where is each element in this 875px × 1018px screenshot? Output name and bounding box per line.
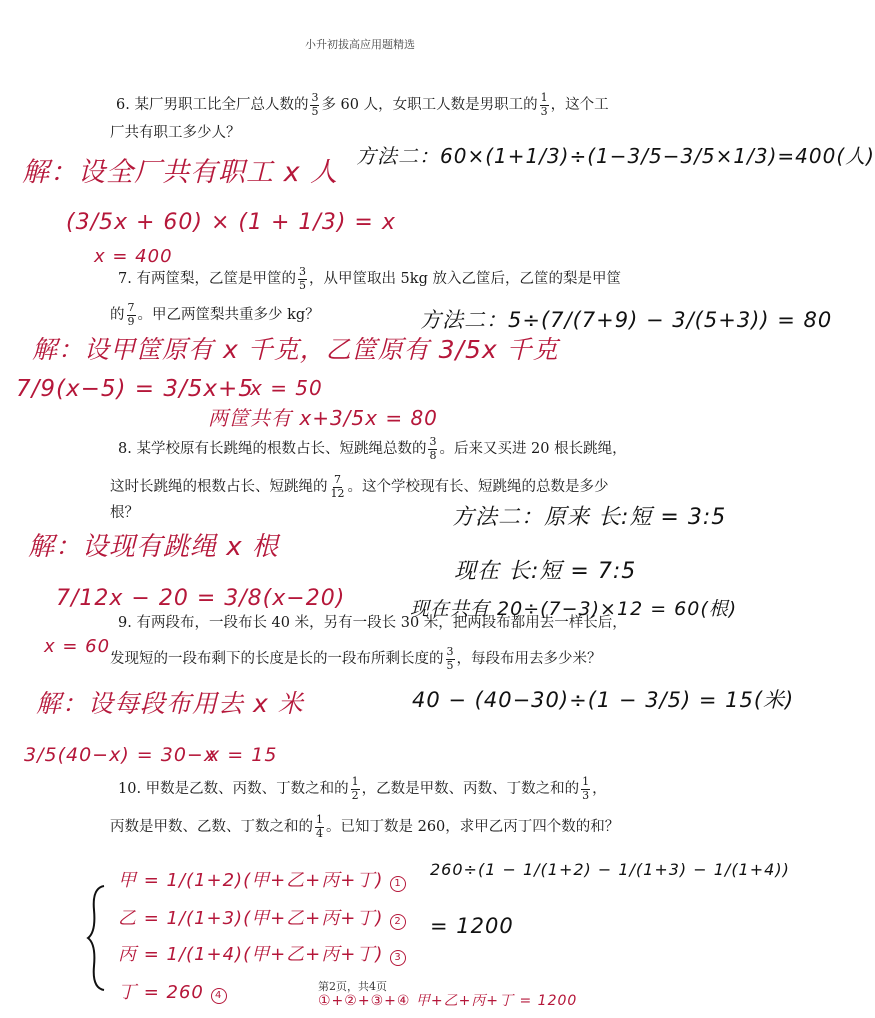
circled-3-icon: 3 — [390, 950, 406, 966]
question-9-line-1: 9. 有两段布，一段布长 40 米，另有一段长 30 米，把两段布都用去一样长后， — [118, 615, 627, 631]
hw-q10-eq-c: 丙 = 1/(1+4)(甲+乙+丙+丁) 3 — [118, 940, 406, 966]
q6-text-b: 多 60 人，女职工人数是男职工的 — [321, 97, 538, 114]
question-8-line-3: 根？ — [110, 505, 139, 521]
page-header: 小升初拔高应用题精选 — [305, 38, 415, 51]
hw-q6-equation: (3/5x + 60) × (1 + 1/3) = x — [66, 210, 396, 235]
hw-q10-eq-a: 甲 = 1/(1+2)(甲+乙+丙+丁) 1 — [118, 866, 406, 892]
question-7-line-2: 的 $\frac{7}{9}$ 。甲乙两筐梨共重多少 kg？ — [110, 301, 320, 328]
hw-q8-method2-a: 方法二：原来 长:短 = 3:5 — [452, 505, 727, 530]
q6-text-c: ，这个工 — [550, 97, 609, 114]
hw-q10-eq-b: 乙 = 1/(1+3)(甲+乙+丙+丁) 2 — [118, 904, 406, 930]
hw-q8-setup: 解：设现有跳绳 x 根 — [28, 532, 279, 562]
hw-q10-sum: ①+②+③+④ 甲+乙+丙+丁 = 1200 — [318, 993, 578, 1009]
circled-4-icon: 4 — [211, 988, 227, 1004]
brace-icon — [84, 882, 110, 994]
question-6-line-1 — [116, 92, 609, 118]
hw-q10-eq-d: 丁 = 260 4 — [118, 978, 227, 1004]
question-9-line-2: 发现短的一段布剩下的长度是长的一段布所剩长度的 $\frac{3}{5}$ ，每段布用去多少米？ — [110, 645, 602, 672]
hw-q8-answer: x = 60 — [44, 636, 111, 657]
hw-q8-method2-c: 现在共有 20÷(7−3)×12 = 60(根) — [410, 598, 738, 620]
hw-q9-setup: 解：设每段布用去 x 米 — [36, 689, 304, 718]
hw-q9-equation: 3/5(40−x) = 30−x — [24, 744, 217, 766]
hw-q7-method2: 方法二：5÷(7/(7+9) − 3/(5+3)) = 80 — [420, 308, 833, 332]
circled-1-icon: 1 — [390, 876, 406, 892]
q6-fraction-1: $\frac{3}{5}$ — [311, 91, 319, 118]
hw-q7-x: x = 50 — [250, 376, 323, 400]
q6-text-a: 6. 某厂男职工比全厂总人数的 — [116, 97, 309, 114]
question-6-line-2: 厂共有职工多少人？ — [110, 125, 241, 141]
hw-q7-sum: 两筐共有 x+3/5x = 80 — [208, 406, 438, 430]
question-7-line-1: 7. 有两筐梨，乙筐是甲筐的 $\frac{3}{5}$ ，从甲筐取出 5kg 放入乙筐后，乙筐的梨是甲筐 — [118, 265, 621, 292]
hw-q8-method2-b: 现在 长:短 = 7:5 — [454, 559, 637, 584]
question-10-line-1: 10. 甲数是乙数、丙数、丁数之和的 $\frac{1}{2}$ ，乙数是甲数、丙数、丁数之和的 $\frac{1}{3}$ ， — [118, 775, 607, 802]
hw-q6-setup: 解：设全厂共有职工 x 人 — [22, 157, 339, 188]
q10-fraction-1: $\frac{1}{2}$ — [351, 775, 359, 802]
q10-fraction-2: $\frac{1}{3}$ — [582, 775, 590, 802]
q8-fraction-2: $\frac{7}{12}$ — [330, 473, 345, 500]
q9-fraction-1: $\frac{3}{5}$ — [446, 645, 454, 672]
hw-q6-answer: x = 400 — [94, 246, 173, 267]
q8-fraction-1: $\frac{3}{8}$ — [429, 435, 437, 462]
q10-fraction-3: $\frac{1}{4}$ — [316, 813, 323, 840]
q6-fraction-2: $\frac{1}{3}$ — [540, 91, 548, 118]
hw-q7-equation: 7/9(x−5) = 3/5x+5 — [16, 376, 254, 402]
hw-q9-answer: x = 15 — [208, 744, 278, 766]
hw-q6-method2: 方法二：60×(1+1/3)÷(1−3/5−3/5×1/3)=400(人) — [356, 144, 875, 168]
hw-q10-method: 260÷(1 − 1/(1+2) − 1/(1+3) − 1/(1+4)) — [430, 860, 790, 879]
hw-q10-result: = 1200 — [430, 914, 514, 938]
q7-fraction-2: $\frac{7}{9}$ — [127, 301, 135, 328]
circled-2-icon: 2 — [390, 914, 406, 930]
hw-q8-equation: 7/12x − 20 = 3/8(x−20) — [56, 586, 346, 611]
question-8-line-1: 8. 某学校原有长跳绳的根数占长、短跳绳总数的 $\frac{3}{8}$ 。后来又买进 20 根长跳绳， — [118, 435, 627, 462]
hw-q9-method: 40 − (40−30)÷(1 − 3/5) = 15(米) — [412, 688, 795, 712]
question-8-line-2: 这时长跳绳的根数占长、短跳绳的 $\frac{7}{12}$ 。这个学校现有长、短跳绳的总数是多少 — [110, 473, 609, 500]
q7-fraction-1: $\frac{3}{5}$ — [298, 265, 306, 292]
page-footer: 第2页，共4页 — [318, 980, 387, 993]
question-10-line-2: 丙数是甲数、乙数、丁数之和的 $\frac{1}{4}$ 。已知丁数是 260，求甲乙丙丁四个数的和？ — [110, 813, 620, 840]
hw-q7-setup: 解：设甲筐原有 x 千克，乙筐原有 3/5x 千克 — [32, 335, 559, 364]
